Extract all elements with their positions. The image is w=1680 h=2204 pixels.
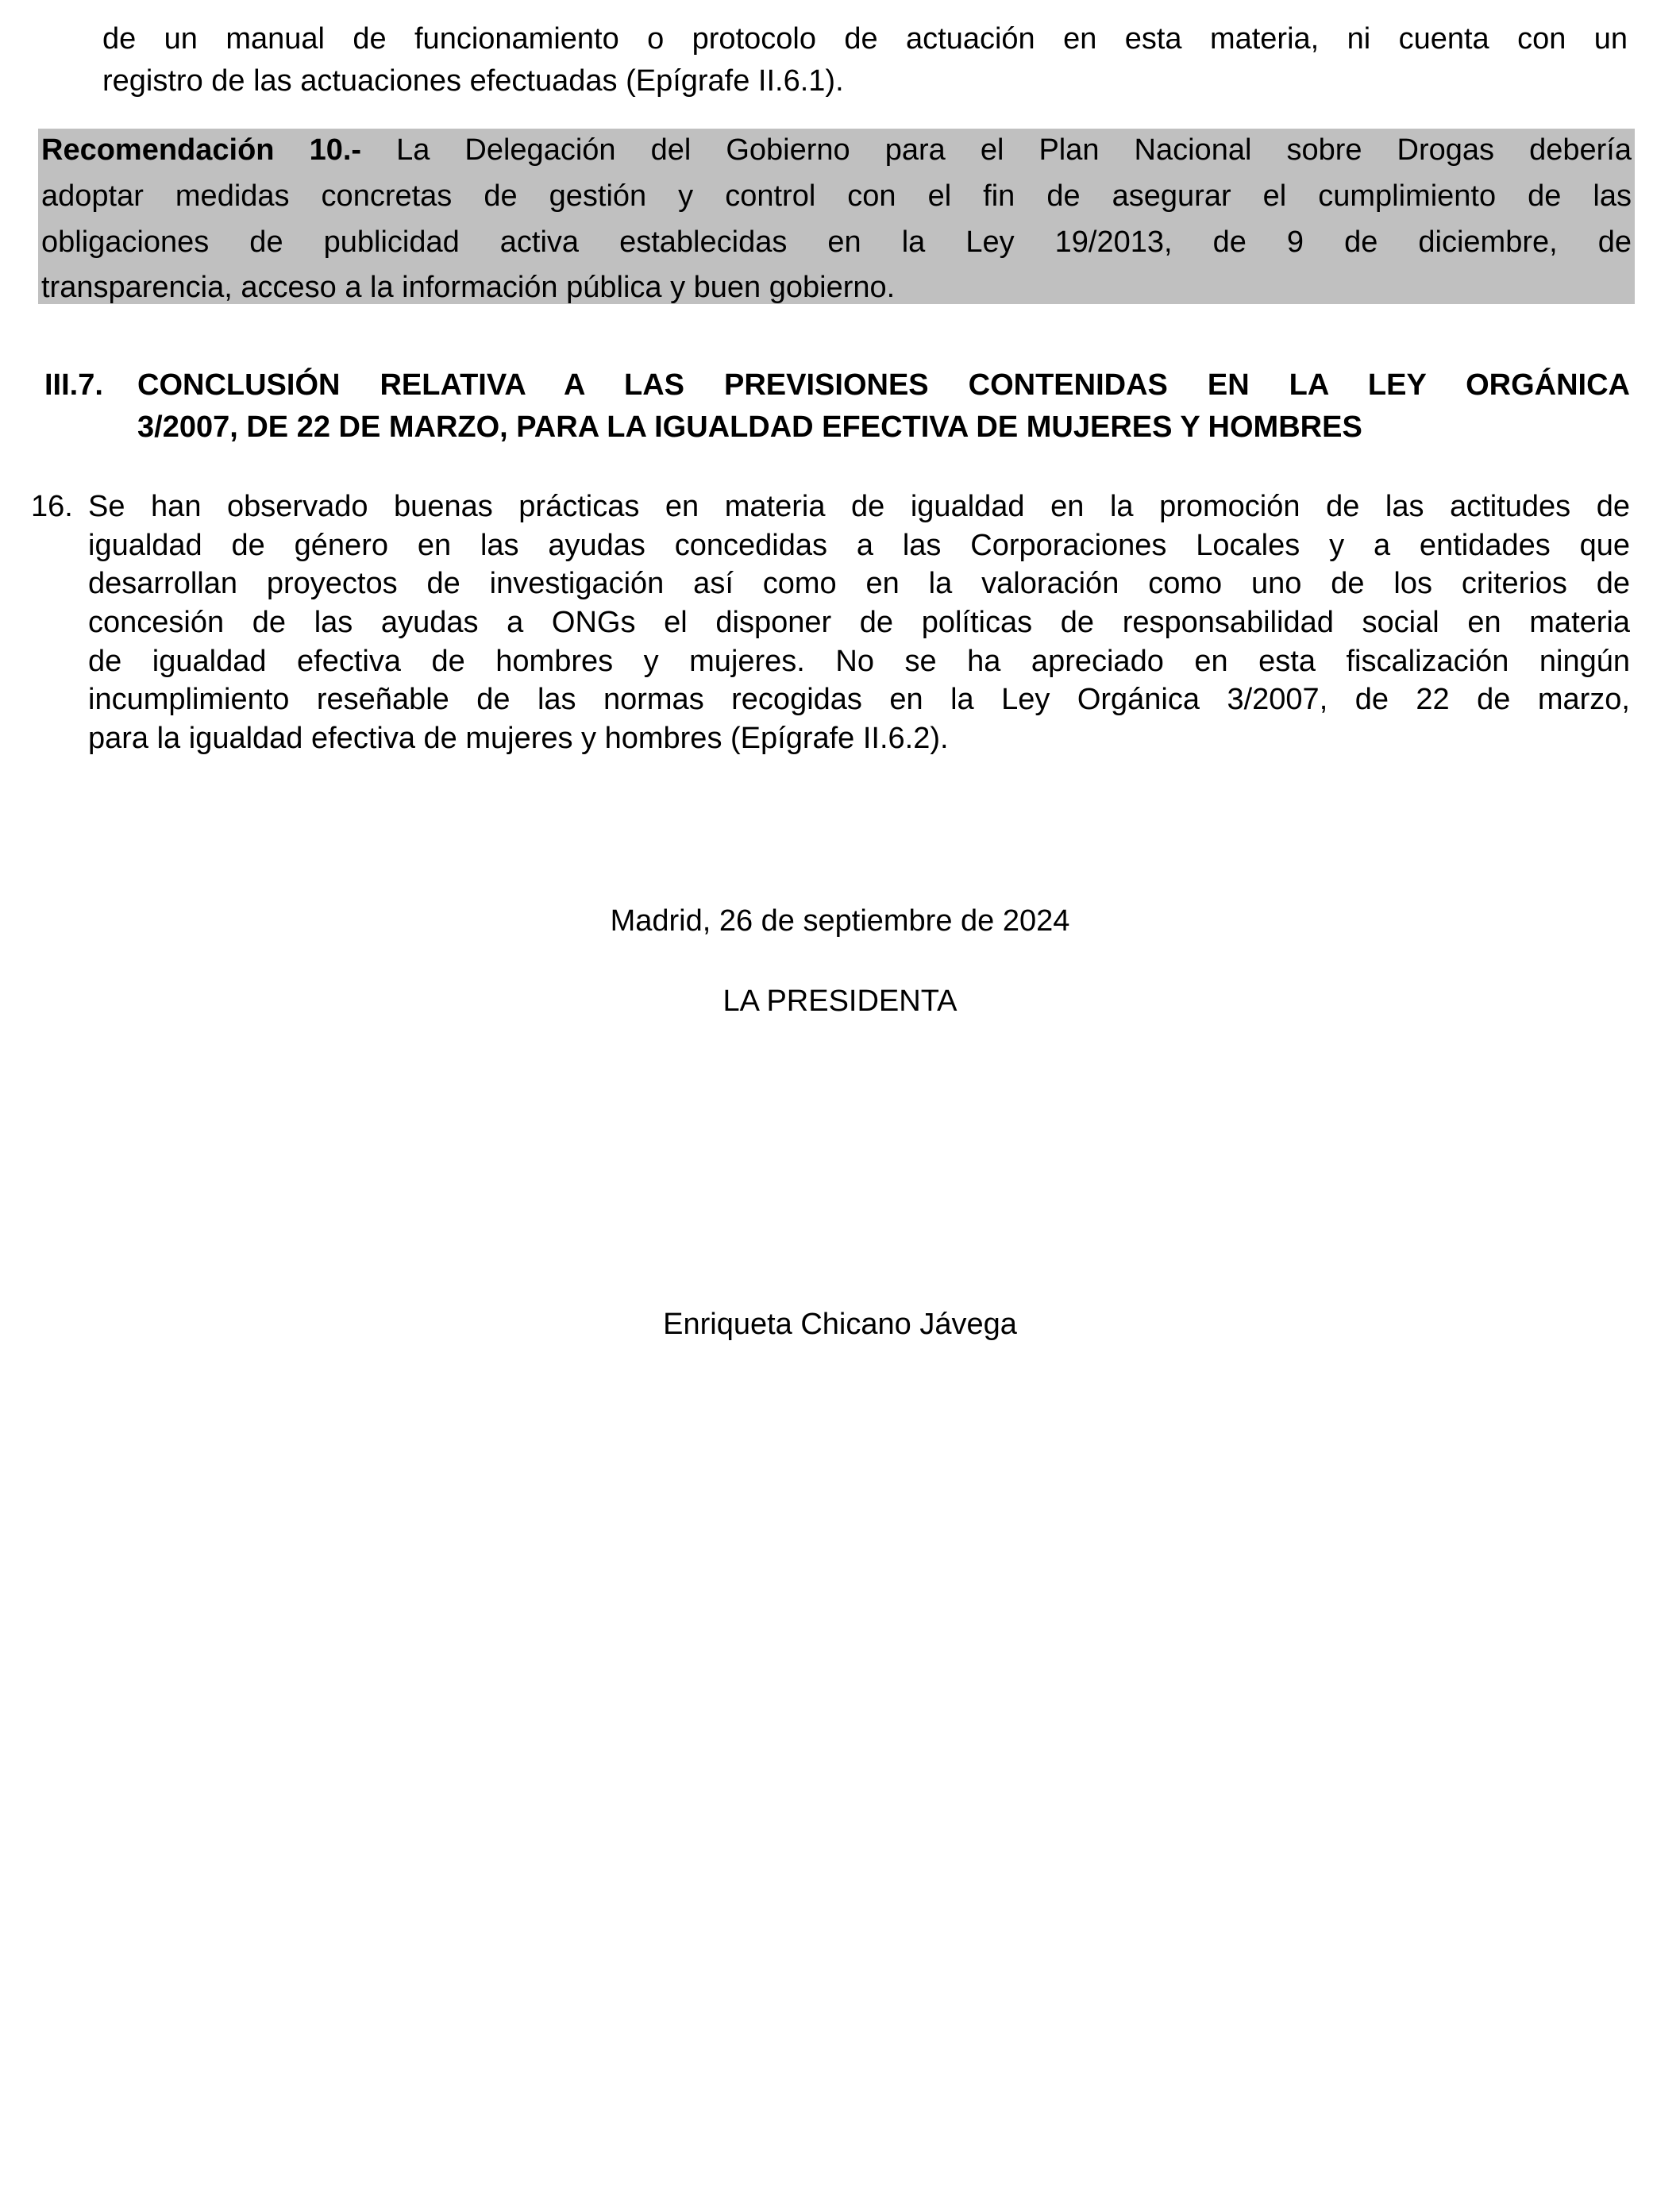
section-title-line: 3/2007, DE 22 DE MARZO, PARA LA IGUALDAD EFECTIVA DE MUJERES Y HOMBRES xyxy=(137,410,1362,444)
text-line: obligaciones de publicidad activa establecidas en la Ley 19/2013, de 9 de diciembre, de xyxy=(41,225,1632,259)
section-title-line: CONCLUSIÓN RELATIVA A LAS PREVISIONES CONTENIDAS EN LA LEY ORGÁNICA xyxy=(137,368,1630,402)
text-line: de igualdad efectiva de hombres y mujeres. No se ha apreciado en esta fiscalización ningún xyxy=(88,645,1630,678)
item-number: 16. xyxy=(31,490,73,523)
text-line: incumplimiento reseñable de las normas recogidas en la Ley Orgánica 3/2007, de 22 de marzo, xyxy=(88,683,1630,716)
text-line: transparencia, acceso a la información pública y buen gobierno. xyxy=(41,271,896,304)
text-span: La Delegación del Gobierno para el Plan Nacional sobre Drogas debería xyxy=(361,133,1632,167)
text-line: para la igualdad efectiva de mujeres y hombres (Epígrafe II.6.2). xyxy=(88,722,949,755)
text-line: concesión de las ayudas a ONGs el disponer de políticas de responsabilidad social en materia xyxy=(88,606,1630,639)
text-line xyxy=(41,133,1632,168)
text-line: Se han observado buenas prácticas en materia de igualdad en la promoción de las actitudes de xyxy=(88,490,1630,523)
recommendation-label: Recomendación 10.- xyxy=(41,133,362,167)
text-line: adoptar medidas concretas de gestión y control con el fin de asegurar el cumplimiento de las xyxy=(41,179,1632,213)
text-line: de un manual de funcionamiento o protocolo de actuación en esta materia, ni cuenta con un xyxy=(102,22,1628,56)
place-date: Madrid, 26 de septiembre de 2024 xyxy=(610,904,1070,938)
signatory-title: LA PRESIDENTA xyxy=(722,984,958,1018)
text-line: desarrollan proyectos de investigación así como en la valoración como uno de los criterios de xyxy=(88,567,1630,600)
section-number: III.7. xyxy=(44,368,103,402)
signatory-name: Enriqueta Chicano Jávega xyxy=(663,1308,1017,1341)
text-line: igualdad de género en las ayudas concedidas a las Corporaciones Locales y a entidades que xyxy=(88,529,1630,562)
text-line: registro de las actuaciones efectuadas (Epígrafe II.6.1). xyxy=(102,64,844,98)
